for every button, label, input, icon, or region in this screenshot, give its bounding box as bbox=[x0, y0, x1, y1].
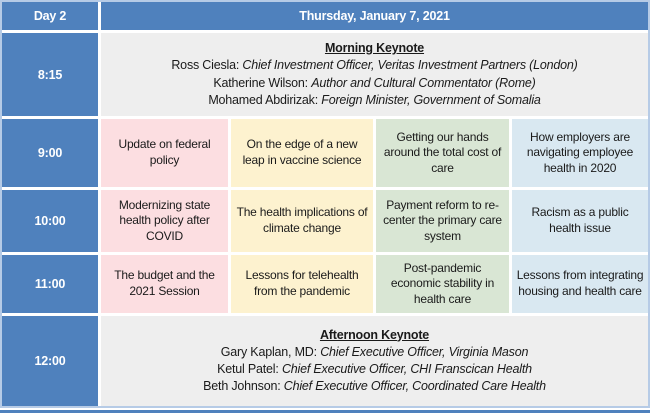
time-cell-900 bbox=[2, 119, 98, 187]
speaker-role: Foreign Minister, Government of Somalia bbox=[321, 92, 541, 107]
session-cell: Payment reform to re-center the primary care system bbox=[376, 190, 509, 252]
speaker-name: Ketul Patel: bbox=[217, 362, 279, 376]
time-label: 11:00 bbox=[34, 277, 66, 291]
session-cell: Racism as a public health issue bbox=[512, 190, 648, 252]
date-header-cell bbox=[101, 2, 648, 30]
time-label: 10:00 bbox=[34, 214, 66, 228]
session-cell: Lessons from integrating housing and health care bbox=[512, 255, 648, 313]
speaker-line bbox=[171, 57, 577, 74]
keynote-title: Morning Keynote bbox=[324, 41, 425, 55]
day-label: Day 2 bbox=[33, 9, 67, 23]
keynote-title: Afternoon Keynote bbox=[319, 327, 430, 342]
speaker-role: Chief Executive Officer, CHI Franscican Health bbox=[281, 362, 532, 376]
time-cell-1200 bbox=[2, 316, 98, 406]
speaker-role: Chief Executive Officer, Coordinated Care Health bbox=[283, 379, 546, 394]
session-cell: Post-pandemic economic stability in health care bbox=[376, 255, 509, 313]
session-cell: The health implications of climate change bbox=[231, 190, 373, 252]
speaker-line bbox=[208, 92, 540, 109]
keynote-cell-afternoon bbox=[101, 316, 648, 406]
speaker-name: Mohamed Abdirizak: bbox=[208, 92, 318, 107]
session-cell: On the edge of a new leap in vaccine science bbox=[231, 119, 373, 187]
speaker-role: Chief Executive Officer, Virginia Mason bbox=[320, 344, 529, 359]
session-cell: Lessons for telehealth from the pandemic bbox=[231, 255, 373, 313]
speaker-name: Katherine Wilson: bbox=[213, 75, 308, 90]
speaker-name: Beth Johnson: bbox=[203, 379, 281, 394]
speaker-name: Gary Kaplan, MD: bbox=[220, 344, 317, 359]
session-cell: The budget and the 2021 Session bbox=[101, 255, 228, 313]
time-label: 9:00 bbox=[37, 146, 63, 160]
keynote-cell-morning bbox=[101, 33, 648, 116]
speaker-line bbox=[213, 75, 535, 92]
speaker-line bbox=[221, 344, 528, 361]
time-label: 12:00 bbox=[34, 354, 66, 368]
time-cell-815 bbox=[2, 33, 98, 116]
day-header-cell bbox=[2, 2, 98, 30]
session-cell: Modernizing state health policy after COVID bbox=[101, 190, 228, 252]
session-cell: Getting our hands around the total cost of care bbox=[376, 119, 509, 187]
speaker-role: Author and Cultural Commentator (Rome) bbox=[311, 75, 536, 90]
time-cell-1000 bbox=[2, 190, 98, 252]
session-cell: How employers are navigating employee health in 2020 bbox=[512, 119, 648, 187]
time-label: 8:15 bbox=[37, 67, 63, 82]
time-cell-1100 bbox=[2, 255, 98, 313]
date-label: Thursday, January 7, 2021 bbox=[299, 9, 450, 23]
speaker-name: Ross Ciesla: bbox=[171, 58, 240, 73]
speaker-line bbox=[217, 361, 532, 378]
speaker-line bbox=[203, 378, 546, 395]
session-cell: Update on federal policy bbox=[101, 119, 228, 187]
speaker-role: Chief Investment Officer, Veritas Investment Partners (London) bbox=[242, 58, 578, 73]
